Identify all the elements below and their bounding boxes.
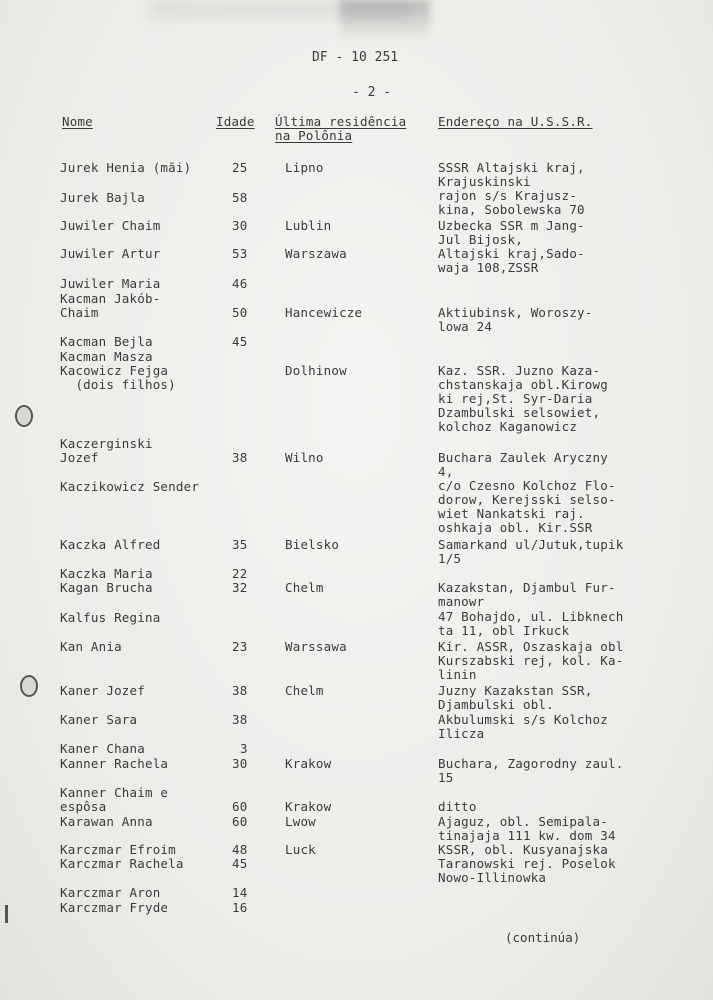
punch-hole-icon bbox=[20, 675, 38, 697]
person-age: 16 bbox=[232, 900, 248, 915]
address: 47 Bohajdo, ul. Libknech ta 11, obl Irkuck bbox=[438, 609, 624, 638]
person-name: Kacman Jakób- Chaim bbox=[60, 291, 161, 320]
person-name: Kaner Jozef bbox=[60, 683, 145, 698]
address: Juzny Kazakstan SSR, Djambulski obl. bbox=[438, 683, 593, 712]
address: Kaz. SSR. Juzno Kaza- chstanskaja obl.Kirowg ki rej,St. Syr-Daria Dzambulski selsowiet, kolchoz Kaganowicz bbox=[438, 363, 608, 434]
person-age: 45 bbox=[232, 856, 248, 871]
address: ditto bbox=[438, 799, 477, 814]
person-name: Kaczikowicz Sender bbox=[60, 479, 200, 494]
header-nome: Nome bbox=[62, 114, 93, 129]
person-age: 35 bbox=[232, 537, 248, 552]
continuation-note: (continúa) bbox=[505, 930, 581, 945]
person-name: Kacowicz Fejga (dois filhos) bbox=[60, 363, 176, 392]
punch-hole-icon bbox=[15, 405, 33, 427]
residence: Lipno bbox=[285, 160, 324, 175]
person-age: 22 bbox=[232, 566, 248, 581]
residence: Wilno bbox=[285, 450, 324, 465]
header-residencia: Última residência na Polônia bbox=[275, 114, 407, 143]
address: Samarkand ul/Jutuk,tupik 1/5 bbox=[438, 537, 624, 566]
person-age: 60 bbox=[232, 814, 248, 829]
residence: Lwow bbox=[285, 814, 316, 829]
address: Akbulumski s/s Kolchoz Ilicza bbox=[438, 712, 608, 741]
person-age: 38 bbox=[232, 712, 248, 727]
residence: Krakow bbox=[285, 756, 332, 771]
person-name: Kaczerginski Jozef bbox=[60, 436, 153, 465]
person-age: 48 bbox=[232, 842, 248, 857]
margin-mark bbox=[5, 905, 8, 923]
person-name: Juwiler Artur bbox=[60, 246, 161, 261]
ink-smudge bbox=[150, 0, 410, 18]
person-name: Kaner Sara bbox=[60, 712, 138, 727]
person-name: Karawan Anna bbox=[60, 814, 153, 829]
person-name: Kaczka Maria bbox=[60, 566, 153, 581]
person-name: Kacman Bejla bbox=[60, 334, 153, 349]
address: Ajaguz, obl. Semipala- tinajaja 111 kw. dom 34 bbox=[438, 814, 616, 843]
person-age: 23 bbox=[232, 639, 248, 654]
document-id: DF - 10 251 bbox=[312, 50, 399, 65]
person-name: Kaczka Alfred bbox=[60, 537, 161, 552]
address: Buchara Zaulek Aryczny 4, c/o Czesno Kolchoz Flo- dorow, Kerejsski selso- wiet Nankatski raj. oshkaja obl. Kir.SSR bbox=[438, 450, 616, 535]
residence: Krakow bbox=[285, 799, 332, 814]
person-age: 3 bbox=[240, 741, 248, 756]
person-age: 50 bbox=[232, 305, 248, 320]
person-name: Karczmar Efroim bbox=[60, 842, 176, 857]
person-name: Juwiler Chaim bbox=[60, 218, 161, 233]
address: SSSR Altajski kraj, Krajuskinski rajon s/s Krajusz- kina, Sobolewska 70 bbox=[438, 160, 585, 217]
person-age: 30 bbox=[232, 756, 248, 771]
residence: Warszawa bbox=[285, 246, 347, 261]
person-age: 32 bbox=[232, 580, 248, 595]
person-name: Karczmar Aron bbox=[60, 885, 161, 900]
person-name: Jurek Henia (mãi) bbox=[60, 160, 192, 175]
person-name: Kacman Masza bbox=[60, 349, 153, 364]
address: KSSR, obl. Kusyanajska Taranowski rej. Poselok Nowo-Illinowka bbox=[438, 842, 616, 885]
person-name: Kanner Rachela bbox=[60, 756, 169, 771]
residence: Dolhinow bbox=[285, 363, 347, 378]
person-name: Kalfus Regina bbox=[60, 610, 161, 625]
residence: Hancewicze bbox=[285, 305, 363, 320]
person-name: Kagan Brucha bbox=[60, 580, 153, 595]
address: Kir. ASSR, Oszaskaja obl Kurszabski rej, kol. Ka- linin bbox=[438, 639, 624, 682]
person-age: 38 bbox=[232, 450, 248, 465]
address: Kazakstan, Djambul Fur- manowr bbox=[438, 580, 616, 609]
address: Buchara, Zagorodny zaul. 15 bbox=[438, 756, 624, 785]
residence: Chelm bbox=[285, 580, 324, 595]
person-age: 14 bbox=[232, 885, 248, 900]
person-age: 30 bbox=[232, 218, 248, 233]
person-name: Kaner Chana bbox=[60, 741, 145, 756]
person-name: Juwiler Maria bbox=[60, 276, 161, 291]
person-name: Kan Ania bbox=[60, 639, 122, 654]
page-number: - 2 - bbox=[352, 85, 392, 100]
person-age: 25 bbox=[232, 160, 248, 175]
person-name: Jurek Bajla bbox=[60, 190, 145, 205]
person-age: 45 bbox=[232, 334, 248, 349]
person-age: 60 bbox=[232, 799, 248, 814]
person-age: 38 bbox=[232, 683, 248, 698]
residence: Chelm bbox=[285, 683, 324, 698]
person-age: 53 bbox=[232, 246, 248, 261]
residence: Luck bbox=[285, 842, 316, 857]
residence: Warssawa bbox=[285, 639, 347, 654]
person-name: Kanner Chaim e espôsa bbox=[60, 785, 169, 814]
person-age: 58 bbox=[232, 190, 248, 205]
header-endereco: Endereço na U.S.S.R. bbox=[438, 114, 593, 129]
address: Uzbecka SSR m Jang- Jul Bijosk, Altajski kraj,Sado- waja 108,ZSSR bbox=[438, 218, 585, 275]
header-idade: Idade bbox=[216, 114, 255, 129]
residence: Lublin bbox=[285, 218, 332, 233]
person-name: Karczmar Fryde bbox=[60, 900, 169, 915]
person-age: 46 bbox=[232, 276, 248, 291]
residence: Bielsko bbox=[285, 537, 340, 552]
address: Aktiubinsk, Woroszy- lowa 24 bbox=[438, 305, 593, 334]
person-name: Karczmar Rachela bbox=[60, 856, 184, 871]
